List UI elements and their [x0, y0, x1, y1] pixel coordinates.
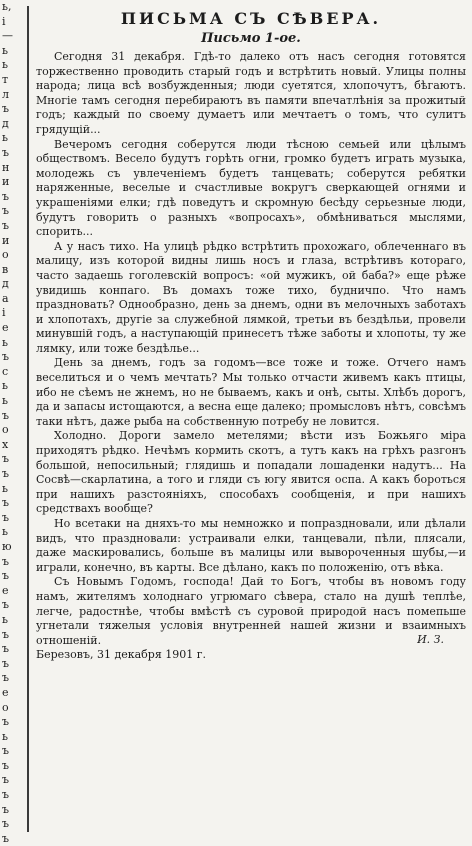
paragraph-2: Вечеромъ сегодня соберутся люди тѣсною семьей или цѣлымъ обществомъ. Весело будутъ горѣть огни, громко будетъ играть музыка, молодежь съ увлеченіемъ будетъ танцевать; соберутся ребятки наряженные, веселые и счастливые вокругъ сверкающей огнями и украшеніями елки; гдѣ поведутъ и скромную бесѣду серьезные люди, будутъ говорить о разныхъ «вопросахъ», обмѣниваться мыслями, спорить... [36, 137, 466, 239]
left-fragment: ъ [2, 802, 9, 816]
left-fragment: ъ [2, 218, 9, 232]
left-fragment: ь [2, 335, 8, 349]
left-fragment: д [2, 277, 9, 291]
left-fragment: ь [2, 43, 8, 57]
author-initials: И. З. [417, 633, 444, 647]
left-fragment: х [2, 437, 9, 451]
left-fragment: і [2, 306, 6, 320]
place-date: Березовъ, 31 декабря 1901 г. [36, 648, 207, 662]
left-fragment: е [2, 583, 9, 597]
paragraph-3: А у насъ тихо. На улицѣ рѣдко встрѣтить прохожаго, облеченнаго въ малицу, изъ которой видны лишь носъ и глаза, встрѣтивъ котораго, часто задаешь гоголевскій вопросъ: «ой мужикъ, ой баба?» еще рѣже увидишь конпаго. Въ домахъ тоже тихо, будничпо. Что намъ праздновать? Однообразно, день за днемъ, одни въ мелочныхъ заботахъ и хлопотахъ, другіе за служебной лямкой, третьи въ бездѣльи, провели минувшій годъ, а наступающій принесетъ тѣже заботы и хлопоты, ту же лямку, или тоже бездѣлье... [36, 239, 466, 355]
signature-block [36, 633, 466, 663]
article-title: ПИСЬМА СЪ СѢВЕРА. [120, 9, 382, 28]
left-fragment: т [2, 72, 9, 86]
left-fragment: а [2, 291, 9, 305]
left-fragment: ъ [2, 569, 9, 583]
left-fragment: ь [2, 525, 8, 539]
left-column-fragments [0, 0, 26, 845]
left-fragment: о [2, 248, 9, 262]
left-fragment: о [2, 700, 9, 714]
left-fragment: ъ [2, 145, 9, 159]
column-divider [27, 6, 29, 832]
left-fragment: ъ [2, 554, 9, 568]
left-fragment: ь [2, 612, 8, 626]
paragraph-6: Но всетаки на дняхъ-то мы немножко и попраздновали, или дѣлали видъ, что праздновали: устраивали елки, танцевали, пѣли, плясали, даже маскировались, больше въ малицы или вывороченныя шубы,—и играли, конечно, въ карты. Все дѣлано, какъ по положенію, отъ вѣка. [36, 517, 466, 574]
left-fragment: ъ [2, 642, 9, 656]
left-fragment: — [2, 29, 13, 43]
left-fragment: ь [2, 379, 8, 393]
left-fragment: ъ [2, 510, 9, 524]
left-fragment: ъ [2, 496, 9, 510]
left-fragment: ь [2, 394, 8, 408]
left-fragment: ъ [2, 758, 9, 772]
left-fragment: и [2, 233, 10, 247]
left-fragment: ъ [2, 788, 9, 802]
left-fragment: ъ [2, 831, 9, 845]
left-fragment: ъ [2, 204, 9, 218]
left-fragment: ъ [2, 671, 9, 685]
paragraph-4: День за днемъ, годъ за годомъ—все тоже и тоже. Отчего намъ веселиться и о чемъ мечтать? Мы только отчасти живемъ какъ птицы, ибо не сѣемъ не жнемъ, но не бываемъ, какъ и онѣ, сыты. Хлѣбъ дорогъ, да и запасы истощаются, а весна еще далеко; промысловъ нѣтъ, совсѣмъ таки нѣтъ, даже рыба на собственную потребу не ловится. [36, 356, 466, 428]
left-fragment: ъ [2, 408, 9, 422]
article-subtitle: Письмо 1-ое. [201, 31, 301, 46]
left-fragment: д [2, 116, 9, 130]
left-fragment: ь [2, 131, 8, 145]
left-fragment: ъ [2, 627, 9, 641]
left-fragment: ь [2, 58, 8, 72]
left-fragment: в [2, 262, 9, 276]
left-fragment: і [2, 14, 6, 28]
left-fragment: и [2, 175, 10, 189]
left-fragment: е [2, 685, 9, 699]
left-fragment: ъ [2, 656, 9, 670]
left-fragment: ъ [2, 452, 9, 466]
left-fragment: ю [2, 539, 12, 553]
left-fragment: с [2, 364, 9, 378]
left-fragment: ь [2, 729, 8, 743]
paragraph-1: Сегодня 31 декабря. Гдѣ-то далеко отъ насъ сегодня готовятся торжественно проводить старый годъ и встрѣтить новый. Улицы полны народа; лица всѣ возбужденныя; люди суетятся, хлопочутъ, бѣгаютъ. Многіе тамъ сегодня перебираютъ въ памяти впечатлѣнія за прожитый годъ; каждый по своему думаетъ или мечтаетъ о томъ, что сулитъ грядущій... [36, 50, 466, 136]
left-fragment: ъ [2, 715, 9, 729]
paragraph-5: Холодно. Дороги замело метелями; вѣсти изъ Божьяго міра приходятъ рѣдко. Нечѣмъ кормить скотъ, а тутъ какъ на грѣхъ разгонъ большой, непосильный; глядишь и попадали лошаденки надутъ... На Сосвѣ—скарлатина, а того и гляди съ югу явится оспа. А какъ бороться при нашихъ разстояніяхъ, способахъ сообщенія, и при нашихъ средствахъ вообще? [36, 429, 466, 516]
left-fragment: ъ [2, 598, 9, 612]
left-fragment: н [2, 160, 10, 174]
left-fragment: ъ [2, 467, 9, 480]
left-fragment: ъ [2, 773, 9, 787]
left-fragment: е [2, 321, 9, 335]
left-fragment: ъ [2, 189, 9, 203]
left-fragment: о [2, 423, 9, 437]
left-fragment: ъ [2, 102, 9, 116]
left-fragment: ъ [2, 817, 9, 831]
left-fragment: ъ [2, 350, 9, 364]
article [36, 8, 466, 663]
left-fragment: ь [2, 481, 8, 495]
left-fragment: ь, [2, 0, 12, 13]
left-fragment: л [2, 87, 9, 101]
left-fragment: ъ [2, 744, 9, 758]
paragraph-7: Съ Новымъ Годомъ, господа! Дай то Богъ, чтобы въ новомъ году намъ, жителямъ холоднаго угрюмаго сѣвера, стало на душѣ теплѣе, легче, радостнѣе, чтобы вмѣстѣ съ суровой природой насъ помепьше угнетали тяжелыя условія внутренней нашей жизни и взаимныхъ отношеній. [36, 575, 466, 647]
